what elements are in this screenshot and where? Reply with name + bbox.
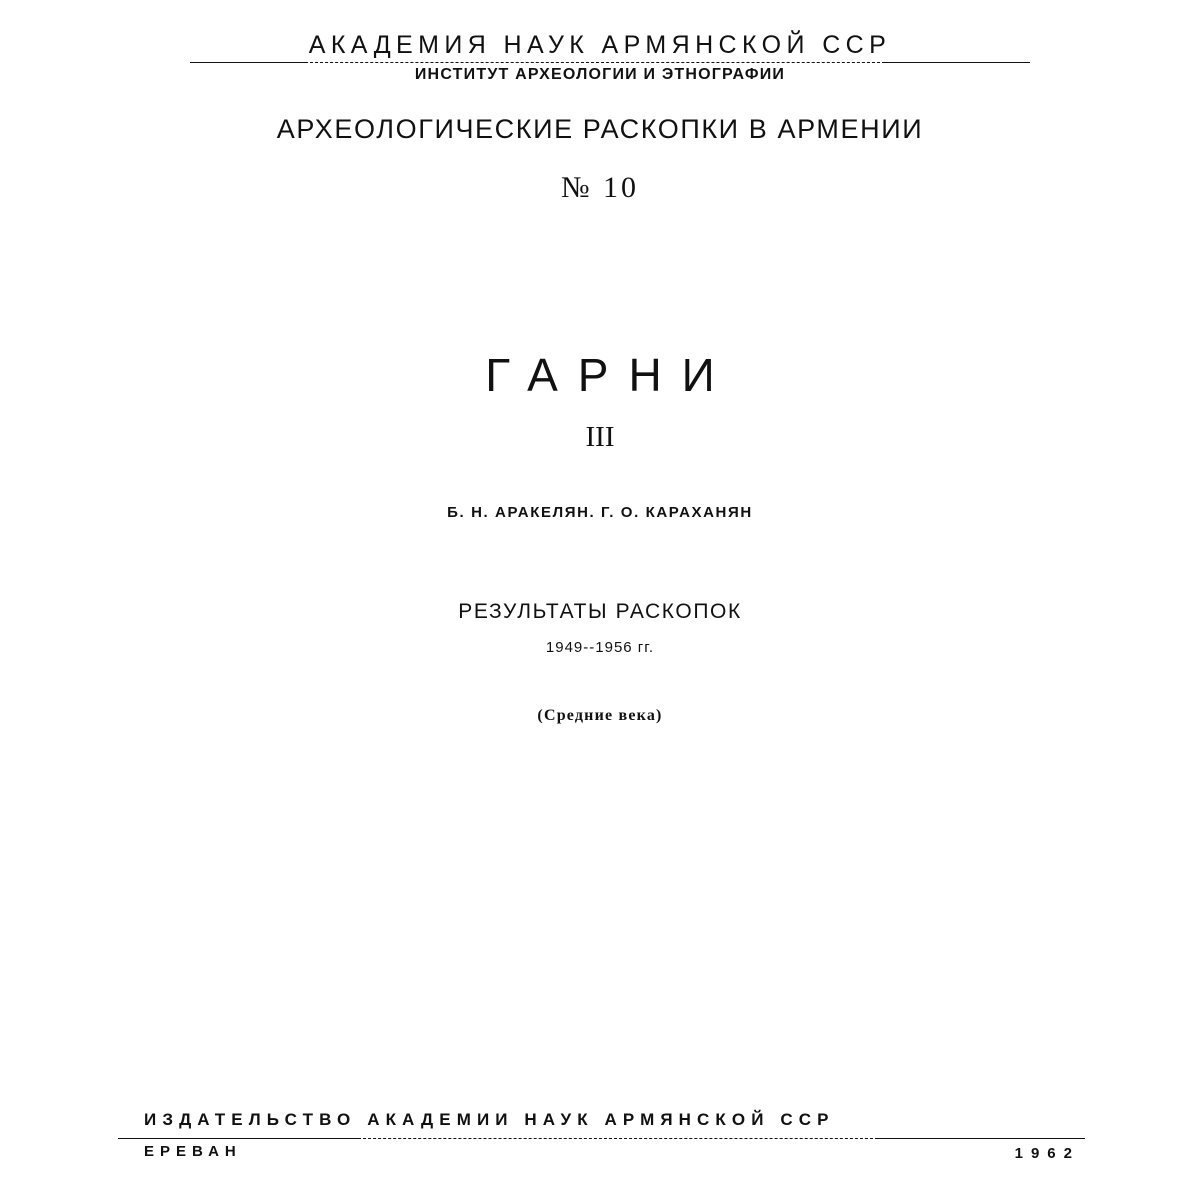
series-number: № 10 — [560, 171, 640, 204]
publisher-name: ИЗДАТЕЛЬСТВО АКАДЕМИИ НАУК АРМЯНСКОЙ ССР — [144, 1110, 835, 1129]
publication-city: ЕРЕВАН — [144, 1143, 242, 1160]
header-rule-left — [190, 62, 305, 63]
header-rule-right — [885, 62, 1030, 63]
header-rule-center — [305, 62, 885, 63]
authors: Б. Н. АРАКЕЛЯН. Г. О. КАРАХАНЯН — [447, 504, 753, 521]
series-title: АРХЕОЛОГИЧЕСКИЕ РАСКОПКИ В АРМЕНИИ — [276, 114, 924, 144]
publication-year: 1962 — [1014, 1145, 1080, 1162]
book-title: ГАРНИ — [485, 349, 735, 401]
excavation-years: 1949--1956 гг. — [545, 639, 655, 656]
academy-name: АКАДЕМИЯ НАУК АРМЯНСКОЙ ССР — [308, 31, 892, 59]
book-subtitle: РЕЗУЛЬТАТЫ РАСКОПОК — [458, 600, 742, 623]
footer-rule-left — [118, 1138, 358, 1139]
institute-name: ИНСТИТУТ АРХЕОЛОГИИ И ЭТНОГРАФИИ — [414, 66, 786, 83]
footer-rule-center — [358, 1138, 878, 1139]
volume-number: III — [585, 421, 615, 453]
period-note: (Средние века) — [537, 707, 663, 724]
footer-rule-right — [878, 1138, 1085, 1139]
